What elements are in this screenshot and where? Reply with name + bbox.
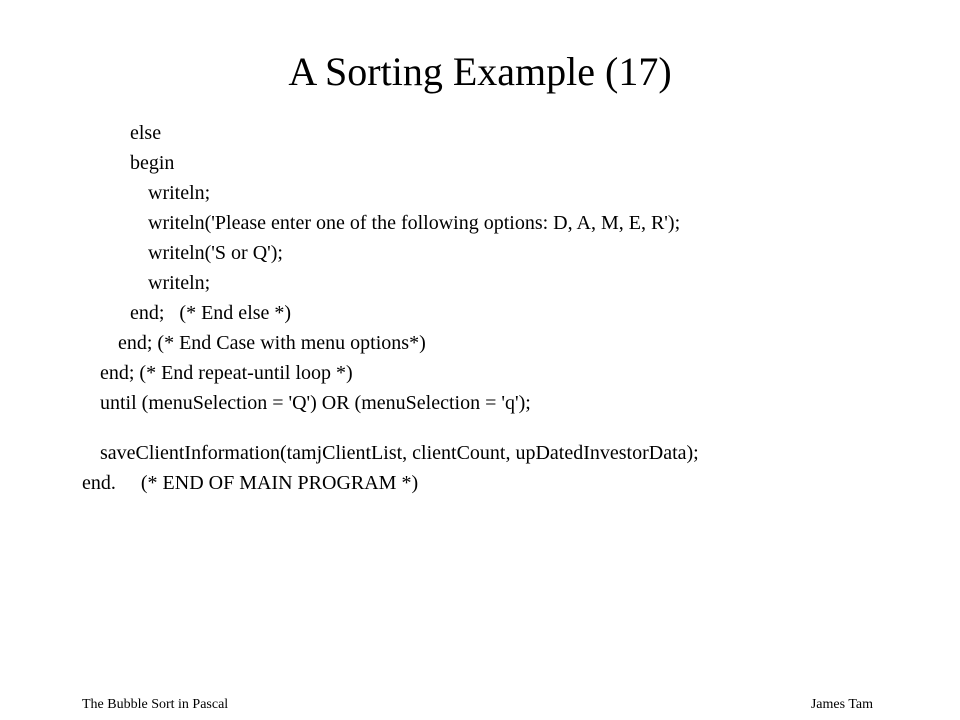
code-line: saveClientInformation(tamjClientList, clientCount, upDatedInvestorData); [100, 442, 699, 464]
code-line: else [130, 122, 162, 144]
code-line: end; (* End repeat-until loop *) [100, 362, 353, 384]
code-line: until (menuSelection = 'Q') OR (menuSelection = 'q'); [100, 392, 531, 414]
code-line: end; (* End else *) [130, 302, 292, 324]
code-line: writeln('S or Q'); [148, 242, 283, 264]
code-line: begin [130, 152, 175, 174]
code-line: writeln; [148, 272, 211, 294]
code-line: end; (* End Case with menu options*) [118, 332, 426, 354]
code-line: writeln; [148, 182, 211, 204]
footer-course-title: The Bubble Sort in Pascal [82, 697, 229, 712]
code-line: writeln('Please enter one of the following options: D, A, M, E, R'); [148, 212, 681, 234]
code-line: end. (* END OF MAIN PROGRAM *) [82, 472, 419, 494]
slide-title: A Sorting Example (17) [288, 49, 672, 94]
footer-author: James Tam [810, 697, 873, 712]
